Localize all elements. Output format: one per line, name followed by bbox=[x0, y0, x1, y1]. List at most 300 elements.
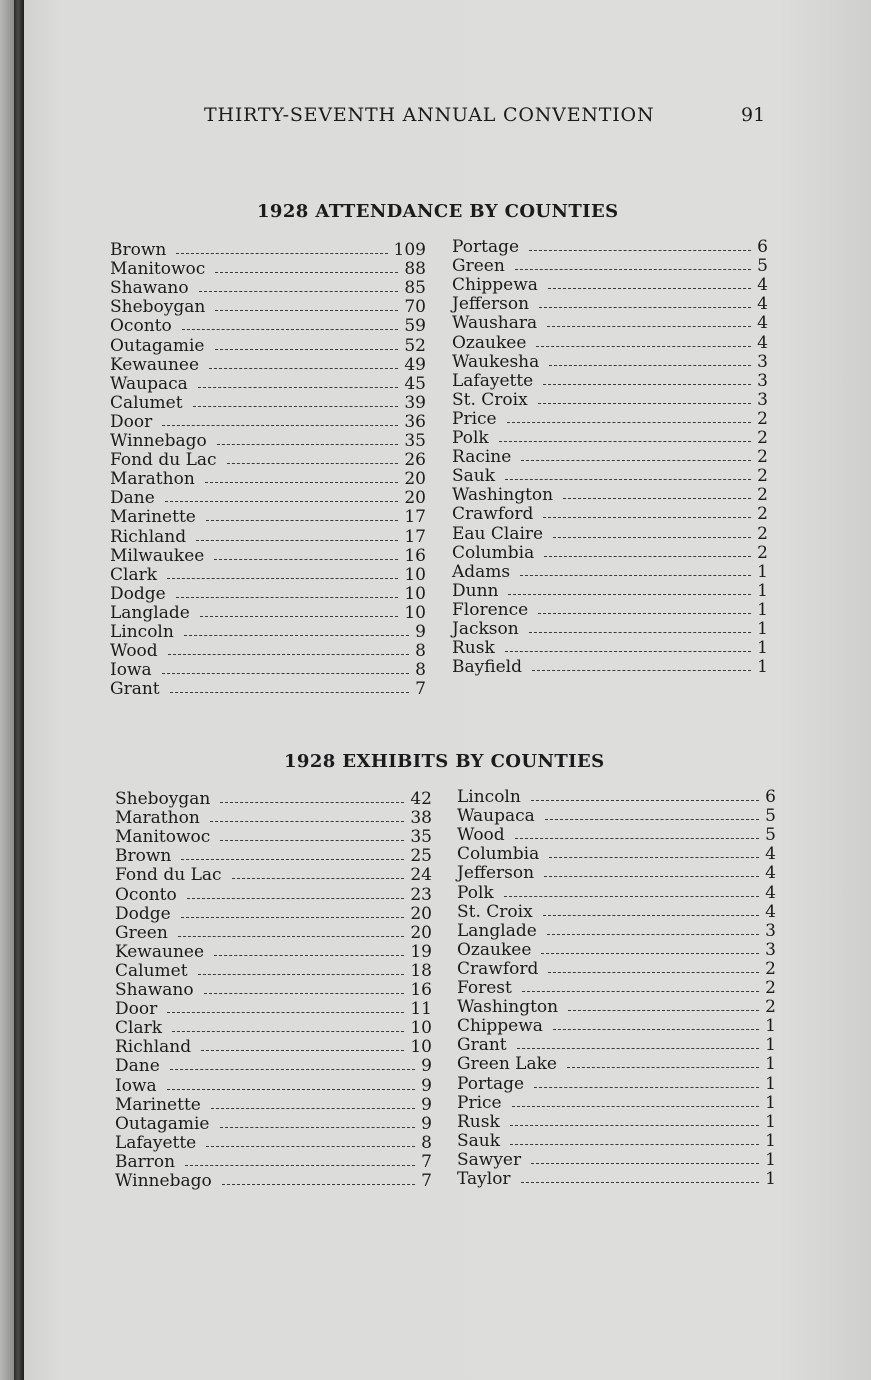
leader-dots bbox=[215, 349, 398, 350]
county-name: Milwaukee bbox=[110, 545, 205, 566]
county-count: 8 bbox=[415, 660, 426, 681]
county-count: 70 bbox=[404, 297, 426, 318]
county-name: Rusk bbox=[457, 1111, 500, 1132]
county-count: 16 bbox=[410, 980, 432, 1000]
county-name: Waupaca bbox=[110, 373, 188, 394]
leader-dots bbox=[222, 1184, 415, 1185]
leader-dots bbox=[510, 1125, 759, 1126]
county-name: Washington bbox=[452, 485, 554, 506]
county-count: 109 bbox=[393, 240, 426, 260]
county-count: 45 bbox=[404, 373, 426, 394]
leader-dots bbox=[508, 594, 751, 595]
county-count: 1 bbox=[757, 561, 768, 582]
county-count: 42 bbox=[410, 789, 432, 809]
county-count: 7 bbox=[415, 679, 426, 700]
county-count: 9 bbox=[421, 1113, 432, 1134]
list-item bbox=[115, 847, 432, 866]
county-name: Lincoln bbox=[110, 622, 174, 642]
list-item bbox=[115, 1000, 432, 1019]
county-name: Langlade bbox=[110, 602, 190, 623]
county-name: Florence bbox=[452, 599, 529, 620]
leader-dots bbox=[531, 800, 759, 801]
leader-dots bbox=[522, 991, 759, 992]
county-count: 4 bbox=[765, 844, 776, 865]
county-count: 1 bbox=[765, 1092, 776, 1113]
leader-dots bbox=[220, 840, 404, 841]
county-name: Wood bbox=[110, 641, 158, 662]
county-count: 1 bbox=[765, 1054, 776, 1075]
list-item bbox=[110, 356, 426, 375]
list-item bbox=[115, 1057, 432, 1076]
county-count: 9 bbox=[421, 1094, 432, 1115]
county-name: Fond du Lac bbox=[110, 450, 217, 471]
county-name: Waupaca bbox=[457, 806, 535, 827]
county-count: 3 bbox=[765, 920, 776, 941]
list-item bbox=[115, 943, 432, 962]
leader-dots bbox=[517, 1048, 759, 1049]
county-count: 1 bbox=[765, 1111, 776, 1132]
list-item bbox=[115, 924, 432, 943]
county-name: Rusk bbox=[452, 638, 495, 659]
list-item bbox=[110, 451, 426, 470]
county-count: 35 bbox=[404, 431, 426, 451]
county-name: Calumet bbox=[110, 392, 183, 413]
county-name: Crawford bbox=[452, 504, 534, 525]
county-count: 19 bbox=[410, 941, 432, 962]
leader-dots bbox=[563, 498, 751, 499]
list-item bbox=[115, 1019, 432, 1038]
county-count: 10 bbox=[410, 1037, 432, 1058]
county-count: 1 bbox=[757, 599, 768, 620]
county-count: 1 bbox=[765, 1149, 776, 1170]
list-item bbox=[457, 1094, 776, 1113]
leader-dots bbox=[505, 479, 751, 480]
county-name: Winnebago bbox=[110, 431, 207, 451]
county-name: Polk bbox=[452, 428, 489, 448]
county-name: Lafayette bbox=[115, 1132, 197, 1153]
leader-dots bbox=[204, 993, 404, 994]
county-count: 6 bbox=[765, 787, 776, 807]
county-name: Dodge bbox=[115, 903, 171, 924]
county-name: Langlade bbox=[457, 920, 537, 941]
list-item bbox=[457, 1151, 776, 1170]
county-count: 18 bbox=[410, 960, 432, 981]
county-count: 11 bbox=[410, 999, 432, 1020]
county-count: 1 bbox=[757, 619, 768, 639]
county-name: Outagamie bbox=[110, 335, 205, 356]
list-item bbox=[452, 525, 768, 544]
county-name: Forest bbox=[457, 978, 512, 998]
list-item bbox=[457, 1132, 776, 1151]
county-name: Richland bbox=[115, 1037, 192, 1058]
county-count: 17 bbox=[404, 507, 426, 528]
county-count: 2 bbox=[765, 958, 776, 979]
county-name: Sauk bbox=[457, 1130, 501, 1151]
leader-dots bbox=[176, 597, 398, 598]
leader-dots bbox=[505, 651, 751, 652]
leader-dots bbox=[520, 575, 751, 576]
county-count: 10 bbox=[404, 564, 426, 585]
county-count: 2 bbox=[757, 408, 768, 429]
county-count: 59 bbox=[404, 316, 426, 337]
leader-dots bbox=[532, 670, 751, 671]
county-count: 9 bbox=[415, 622, 426, 642]
list-item bbox=[452, 563, 768, 582]
list-item bbox=[110, 432, 426, 451]
list-item bbox=[110, 604, 426, 623]
leader-dots bbox=[548, 972, 759, 973]
county-count: 88 bbox=[404, 259, 426, 280]
list-item bbox=[452, 429, 768, 448]
leader-dots bbox=[544, 876, 759, 877]
county-name: Adams bbox=[452, 561, 511, 582]
county-name: Oconto bbox=[110, 316, 172, 337]
leader-dots bbox=[215, 310, 398, 311]
list-item bbox=[457, 1036, 776, 1055]
county-count: 24 bbox=[410, 865, 432, 886]
county-name: Washington bbox=[457, 997, 559, 1018]
leader-dots bbox=[549, 857, 759, 858]
list-item bbox=[452, 639, 768, 658]
county-name: Clark bbox=[115, 1018, 163, 1039]
leader-dots bbox=[541, 953, 759, 954]
county-name: Portage bbox=[452, 237, 520, 257]
list-item bbox=[452, 601, 768, 620]
list-item bbox=[115, 1172, 432, 1191]
county-name: Waukesha bbox=[452, 351, 540, 372]
leader-dots bbox=[515, 269, 751, 270]
county-count: 20 bbox=[410, 903, 432, 924]
county-count: 3 bbox=[757, 370, 768, 391]
leader-dots bbox=[538, 403, 751, 404]
county-count: 85 bbox=[404, 278, 426, 299]
list-item bbox=[457, 807, 776, 826]
list-item bbox=[457, 922, 776, 941]
leader-dots bbox=[521, 1182, 759, 1183]
list-item bbox=[115, 866, 432, 885]
leader-dots bbox=[529, 632, 751, 633]
leader-dots bbox=[521, 460, 751, 461]
county-count: 1 bbox=[765, 1130, 776, 1151]
leader-dots bbox=[184, 635, 409, 636]
county-count: 1 bbox=[757, 638, 768, 659]
county-count: 2 bbox=[757, 542, 768, 563]
county-name: Calumet bbox=[115, 960, 188, 981]
leader-dots bbox=[512, 1106, 759, 1107]
county-count: 4 bbox=[765, 863, 776, 884]
county-count: 3 bbox=[757, 351, 768, 372]
list-item bbox=[452, 582, 768, 601]
list-item bbox=[452, 372, 768, 391]
leader-dots bbox=[176, 253, 388, 254]
county-name: Marinette bbox=[110, 507, 196, 528]
leader-dots bbox=[211, 1108, 415, 1109]
book-spine bbox=[14, 0, 24, 1380]
leader-dots bbox=[196, 540, 398, 541]
county-name: Columbia bbox=[452, 542, 535, 563]
county-name: Outagamie bbox=[115, 1113, 210, 1134]
leader-dots bbox=[539, 307, 751, 308]
county-name: St. Croix bbox=[452, 389, 528, 410]
list-item bbox=[115, 1153, 432, 1172]
list-item bbox=[110, 413, 426, 432]
list-item bbox=[452, 314, 768, 333]
leader-dots bbox=[568, 1010, 759, 1011]
leader-dots bbox=[553, 537, 751, 538]
leader-dots bbox=[181, 917, 404, 918]
county-name: Dodge bbox=[110, 583, 166, 604]
county-name: Oconto bbox=[115, 884, 177, 905]
county-count: 7 bbox=[421, 1171, 432, 1191]
county-name: St. Croix bbox=[457, 901, 533, 922]
list-item bbox=[115, 828, 432, 847]
county-name: Barron bbox=[115, 1151, 176, 1172]
county-count: 2 bbox=[757, 428, 768, 448]
leader-dots bbox=[543, 517, 751, 518]
attendance-title: 1928 ATTENDANCE BY COUNTIES bbox=[257, 201, 619, 222]
county-count: 4 bbox=[765, 901, 776, 922]
county-name: Columbia bbox=[457, 844, 540, 865]
county-count: 8 bbox=[415, 641, 426, 662]
county-count: 10 bbox=[410, 1018, 432, 1039]
county-count: 4 bbox=[757, 332, 768, 353]
leader-dots bbox=[198, 974, 404, 975]
list-item bbox=[452, 486, 768, 505]
leader-dots bbox=[162, 673, 409, 674]
county-name: Richland bbox=[110, 526, 187, 547]
county-count: 35 bbox=[410, 827, 432, 848]
county-name: Sawyer bbox=[457, 1149, 522, 1170]
county-name: Jefferson bbox=[452, 294, 530, 315]
county-name: Shawano bbox=[110, 278, 189, 299]
leader-dots bbox=[510, 1144, 759, 1145]
county-name: Jefferson bbox=[457, 863, 535, 884]
county-name: Shawano bbox=[115, 980, 194, 1000]
county-name: Door bbox=[110, 411, 153, 432]
list-item bbox=[457, 1017, 776, 1036]
leader-dots bbox=[205, 482, 398, 483]
leader-dots bbox=[543, 384, 751, 385]
leader-dots bbox=[529, 250, 751, 251]
list-item bbox=[452, 467, 768, 486]
list-item bbox=[115, 790, 432, 809]
county-count: 20 bbox=[410, 922, 432, 943]
list-item bbox=[115, 1077, 432, 1096]
leader-dots bbox=[549, 365, 751, 366]
list-item bbox=[457, 903, 776, 922]
leader-dots bbox=[531, 1163, 759, 1164]
list-item bbox=[110, 279, 426, 298]
leader-dots bbox=[547, 326, 751, 327]
list-item bbox=[110, 260, 426, 279]
county-name: Lafayette bbox=[452, 370, 534, 391]
county-name: Green Lake bbox=[457, 1054, 557, 1075]
page-gutter-shadow bbox=[0, 0, 14, 1380]
list-item bbox=[452, 658, 768, 677]
leader-dots bbox=[547, 934, 759, 935]
leader-dots bbox=[544, 556, 751, 557]
leader-dots bbox=[515, 838, 759, 839]
county-name: Price bbox=[452, 408, 497, 429]
county-count: 9 bbox=[421, 1075, 432, 1096]
leader-dots bbox=[507, 422, 751, 423]
list-item bbox=[115, 1115, 432, 1134]
county-name: Polk bbox=[457, 882, 494, 903]
list-item bbox=[110, 470, 426, 489]
list-item bbox=[457, 1113, 776, 1132]
county-count: 1 bbox=[765, 1169, 776, 1189]
county-name: Bayfield bbox=[452, 657, 522, 678]
leader-dots bbox=[170, 692, 409, 693]
page-number: 91 bbox=[741, 104, 766, 126]
list-item bbox=[457, 864, 776, 883]
county-count: 2 bbox=[757, 485, 768, 506]
county-count: 20 bbox=[404, 488, 426, 509]
county-count: 52 bbox=[404, 335, 426, 356]
county-count: 2 bbox=[757, 504, 768, 525]
running-header: THIRTY-SEVENTH ANNUAL CONVENTION bbox=[204, 104, 655, 126]
county-count: 10 bbox=[404, 602, 426, 623]
county-name: Marathon bbox=[110, 469, 195, 490]
list-item bbox=[110, 394, 426, 413]
county-name: Marathon bbox=[115, 808, 200, 829]
county-name: Dunn bbox=[452, 580, 499, 601]
county-name: Brown bbox=[115, 846, 172, 867]
leader-dots bbox=[567, 1067, 759, 1068]
county-count: 2 bbox=[765, 978, 776, 998]
county-count: 5 bbox=[757, 256, 768, 277]
county-name: Sheboygan bbox=[110, 297, 206, 318]
leader-dots bbox=[199, 291, 398, 292]
list-item bbox=[452, 257, 768, 276]
leader-dots bbox=[178, 936, 404, 937]
list-item bbox=[452, 505, 768, 524]
county-count: 1 bbox=[757, 657, 768, 678]
list-item bbox=[110, 298, 426, 317]
county-count: 3 bbox=[757, 389, 768, 410]
county-name: Ozaukee bbox=[457, 939, 532, 960]
list-item bbox=[457, 941, 776, 960]
list-item bbox=[452, 276, 768, 295]
leader-dots bbox=[214, 955, 404, 956]
county-name: Dane bbox=[115, 1056, 160, 1077]
county-count: 39 bbox=[404, 392, 426, 413]
county-name: Portage bbox=[457, 1073, 525, 1094]
county-name: Door bbox=[115, 999, 158, 1020]
list-item bbox=[452, 238, 768, 257]
leader-dots bbox=[553, 1029, 759, 1030]
list-item bbox=[452, 353, 768, 372]
list-item bbox=[115, 1038, 432, 1057]
county-name: Iowa bbox=[110, 660, 152, 681]
list-item bbox=[452, 410, 768, 429]
list-item bbox=[457, 998, 776, 1017]
county-name: Eau Claire bbox=[452, 523, 544, 544]
county-count: 1 bbox=[765, 1016, 776, 1037]
leader-dots bbox=[181, 859, 404, 860]
list-item bbox=[110, 528, 426, 547]
county-name: Manitowoc bbox=[110, 259, 206, 280]
list-item bbox=[110, 337, 426, 356]
leader-dots bbox=[200, 616, 398, 617]
county-count: 4 bbox=[765, 882, 776, 903]
leader-dots bbox=[227, 463, 398, 464]
leader-dots bbox=[536, 346, 751, 347]
county-count: 8 bbox=[421, 1132, 432, 1153]
leader-dots bbox=[504, 896, 759, 897]
county-name: Clark bbox=[110, 564, 158, 585]
county-count: 23 bbox=[410, 884, 432, 905]
county-count: 2 bbox=[757, 447, 768, 468]
county-name: Manitowoc bbox=[115, 827, 211, 848]
leader-dots bbox=[198, 387, 398, 388]
list-item bbox=[457, 979, 776, 998]
list-item bbox=[115, 809, 432, 828]
county-count: 38 bbox=[410, 808, 432, 829]
leader-dots bbox=[206, 520, 398, 521]
county-count: 5 bbox=[765, 825, 776, 846]
county-name: Winnebago bbox=[115, 1171, 212, 1191]
list-item bbox=[110, 642, 426, 661]
county-count: 7 bbox=[421, 1151, 432, 1172]
leader-dots bbox=[167, 1012, 404, 1013]
county-count: 16 bbox=[404, 545, 426, 566]
list-item bbox=[457, 884, 776, 903]
county-name: Fond du Lac bbox=[115, 865, 222, 886]
county-count: 26 bbox=[404, 450, 426, 471]
leader-dots bbox=[538, 613, 751, 614]
leader-dots bbox=[215, 272, 398, 273]
county-name: Kewaunee bbox=[110, 354, 200, 375]
leader-dots bbox=[185, 1165, 415, 1166]
list-item bbox=[115, 886, 432, 905]
list-item bbox=[457, 826, 776, 845]
county-count: 17 bbox=[404, 526, 426, 547]
county-name: Green bbox=[452, 256, 505, 277]
list-item bbox=[457, 788, 776, 807]
list-item bbox=[452, 334, 768, 353]
leader-dots bbox=[167, 1089, 415, 1090]
county-name: Price bbox=[457, 1092, 502, 1113]
list-item bbox=[110, 680, 426, 699]
county-name: Grant bbox=[110, 679, 160, 700]
county-name: Taylor bbox=[457, 1169, 511, 1189]
county-count: 6 bbox=[757, 237, 768, 257]
list-item bbox=[452, 295, 768, 314]
list-item bbox=[110, 661, 426, 680]
county-count: 3 bbox=[765, 939, 776, 960]
leader-dots bbox=[232, 878, 404, 879]
leader-dots bbox=[545, 819, 759, 820]
exhibits-title: 1928 EXHIBITS BY COUNTIES bbox=[284, 751, 605, 772]
leader-dots bbox=[165, 501, 398, 502]
leader-dots bbox=[170, 1069, 415, 1070]
county-count: 20 bbox=[404, 469, 426, 490]
leader-dots bbox=[193, 406, 398, 407]
list-item bbox=[452, 620, 768, 639]
county-count: 1 bbox=[765, 1073, 776, 1094]
county-name: Crawford bbox=[457, 958, 539, 979]
list-item bbox=[115, 1096, 432, 1115]
list-item bbox=[110, 241, 426, 260]
county-count: 5 bbox=[765, 806, 776, 827]
county-name: Iowa bbox=[115, 1075, 157, 1096]
county-count: 10 bbox=[404, 583, 426, 604]
county-name: Chippewa bbox=[452, 275, 538, 296]
county-name: Chippewa bbox=[457, 1016, 543, 1037]
leader-dots bbox=[534, 1087, 759, 1088]
list-item bbox=[452, 391, 768, 410]
